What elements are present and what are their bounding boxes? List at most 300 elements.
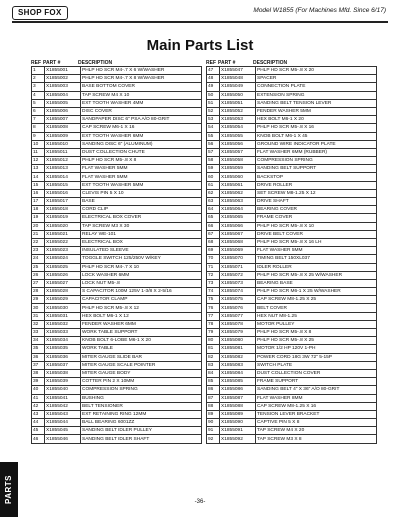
table-row <box>207 132 377 140</box>
description-cell: DRIVE SHAFT <box>256 198 377 206</box>
description-cell: PHLP HD SCR M4-.7 X 10 <box>81 263 202 271</box>
description-cell: BELT COVER <box>256 304 377 312</box>
column-header <box>31 58 202 66</box>
part-number-cell: X1855092 <box>220 435 256 443</box>
ref-cell: 54 <box>207 124 220 132</box>
table-row <box>207 214 377 222</box>
table-row <box>32 427 202 435</box>
table-row <box>207 271 377 279</box>
table-row <box>207 148 377 156</box>
column-header <box>206 58 377 66</box>
part-number-cell: X1855006 <box>45 107 81 115</box>
ref-cell: 27 <box>32 279 45 287</box>
description-cell: SANDPAPER DISC 6" PSA A/O 80-GRIT <box>81 116 202 124</box>
ref-cell: 53 <box>207 116 220 124</box>
table-row <box>207 361 377 369</box>
ref-cell: 25 <box>32 263 45 271</box>
ref-cell: 11 <box>32 148 45 156</box>
ref-cell: 43 <box>32 410 45 418</box>
table-row <box>207 386 377 394</box>
description-cell: PHLP HD SCR M5-.8 X 25 <box>256 337 377 345</box>
part-number-cell: X1855024 <box>45 255 81 263</box>
part-number-cell: X1855056 <box>220 140 256 148</box>
part-number-cell: X1855043 <box>45 410 81 418</box>
ref-cell: 63 <box>207 198 220 206</box>
description-cell: PHLP HD SCR M5-.8 X 8 <box>81 157 202 165</box>
ref-cell: 23 <box>32 247 45 255</box>
ref-cell: 66 <box>207 222 220 230</box>
ref-cell: 39 <box>32 378 45 386</box>
table-row <box>207 230 377 238</box>
part-number-cell: X1855010 <box>45 140 81 148</box>
table-row <box>207 91 377 99</box>
ref-cell: 61 <box>207 181 220 189</box>
table-row <box>32 386 202 394</box>
part-number-cell: X1855036 <box>45 353 81 361</box>
description-cell: SANDING BELT IDLER SHAFT <box>81 435 202 443</box>
description-cell: EXTENSION SPRING <box>256 91 377 99</box>
table-row <box>207 345 377 353</box>
part-number-cell: X1855074 <box>220 288 256 296</box>
ref-cell: 52 <box>207 107 220 115</box>
table-row <box>32 140 202 148</box>
description-cell: MITER GAUGE BODY <box>81 369 202 377</box>
description-cell: PHLP HD SCR M5-.8 X 8 <box>256 329 377 337</box>
part-number-cell: X1855090 <box>220 419 256 427</box>
description-cell: FRAME COVER <box>256 214 377 222</box>
description-cell: INSULATED SLEEVE <box>81 247 202 255</box>
table-row <box>207 419 377 427</box>
table-row <box>207 83 377 91</box>
description-cell: CAP SCREW M8-1.25 X 16 <box>256 402 377 410</box>
table-row <box>207 410 377 418</box>
ref-cell: 55 <box>207 132 220 140</box>
description-cell: ELECTRICAL BOX COVER <box>81 214 202 222</box>
ref-cell: 28 <box>32 288 45 296</box>
description-cell: BALL BEARING 6001ZZ <box>81 419 202 427</box>
ref-cell: 2 <box>32 75 45 83</box>
description-cell: EXT RETAINING RING 12MM <box>81 410 202 418</box>
part-number-cell: X1855033 <box>45 329 81 337</box>
description-cell: PHLP HD SCR M4-.7 X 6 W/WASHER <box>81 67 202 75</box>
table-row <box>207 369 377 377</box>
ref-cell: 51 <box>207 99 220 107</box>
ref-cell: 68 <box>207 238 220 246</box>
part-number-cell: X1855003 <box>45 83 81 91</box>
table-row <box>32 173 202 181</box>
description-cell: SANDING DISC 6" (ALUMINUM) <box>81 140 202 148</box>
description-cell: TIMING BELT 150XL037 <box>256 255 377 263</box>
part-number-cell: X1855022 <box>45 238 81 246</box>
part-number-cell: X1855047 <box>220 67 256 75</box>
table-row <box>207 255 377 263</box>
part-number-cell: X1855007 <box>45 116 81 124</box>
table-row <box>207 329 377 337</box>
table-row <box>207 394 377 402</box>
description-cell: HEX BOLT M6-1 X 20 <box>256 116 377 124</box>
description-cell: TOGGLE SWITCH 125/250V W/KEY <box>81 255 202 263</box>
description-cell: MOTOR 1/2 HP 120V 1-PH <box>256 345 377 353</box>
table-row <box>32 116 202 124</box>
table-row <box>207 165 377 173</box>
table-row <box>207 427 377 435</box>
ref-cell: 37 <box>32 361 45 369</box>
table-row <box>207 435 377 443</box>
ref-cell: 19 <box>32 214 45 222</box>
table-row <box>207 99 377 107</box>
description-header: DESCRIPTION <box>253 60 288 66</box>
part-number-cell: X1855076 <box>220 304 256 312</box>
part-number-cell: X1855048 <box>220 75 256 83</box>
ref-cell: 73 <box>207 279 220 287</box>
header-divider <box>12 21 388 23</box>
table-row <box>32 222 202 230</box>
part-number-cell: X1855067 <box>220 230 256 238</box>
part-number-cell: X1855015 <box>45 181 81 189</box>
part-number-cell: X1855020 <box>45 222 81 230</box>
table-row <box>207 140 377 148</box>
part-number-cell: X1855063 <box>220 198 256 206</box>
ref-cell: 41 <box>32 394 45 402</box>
table-row <box>32 337 202 345</box>
table-row <box>32 402 202 410</box>
part-number-cell: X1855016 <box>45 189 81 197</box>
ref-cell: 90 <box>207 419 220 427</box>
description-cell: DISC COVER <box>81 107 202 115</box>
ref-cell: 81 <box>207 345 220 353</box>
table-row <box>32 369 202 377</box>
table-row <box>207 173 377 181</box>
ref-cell: 5 <box>32 99 45 107</box>
description-cell: BEARING BASE <box>256 279 377 287</box>
description-cell: TAP SCREW M4 X 20 <box>256 427 377 435</box>
table-row <box>207 378 377 386</box>
part-number-cell: X1855080 <box>220 337 256 345</box>
shop-fox-logo: SHOP FOX <box>12 6 68 20</box>
table-row <box>32 67 202 75</box>
ref-cell: 42 <box>32 402 45 410</box>
part-number-cell: X1855070 <box>220 255 256 263</box>
part-number-cell: X1855052 <box>220 107 256 115</box>
ref-cell: 59 <box>207 165 220 173</box>
ref-cell: 84 <box>207 369 220 377</box>
description-cell: CAPACITOR CLAMP <box>81 296 202 304</box>
ref-cell: 57 <box>207 148 220 156</box>
part-number-cell: X1855060 <box>220 173 256 181</box>
table-row <box>207 206 377 214</box>
part-number-cell: X1855075 <box>220 296 256 304</box>
description-cell: MITER GAUGE SCALE POINTER <box>81 361 202 369</box>
ref-cell: 29 <box>32 296 45 304</box>
ref-cell: 82 <box>207 353 220 361</box>
ref-cell: 47 <box>207 67 220 75</box>
part-number-cell: X1855062 <box>220 189 256 197</box>
ref-cell: 36 <box>32 353 45 361</box>
description-cell: SANDING BELT IDLER PULLEY <box>81 427 202 435</box>
part-number-cell: X1855031 <box>45 312 81 320</box>
table-row <box>32 238 202 246</box>
description-cell: COTTER PIN 2 X 10MM <box>81 378 202 386</box>
description-cell: BELT TENSIONER <box>81 402 202 410</box>
part-number-cell: X1855013 <box>45 165 81 173</box>
table-row <box>32 419 202 427</box>
ref-cell: 21 <box>32 230 45 238</box>
description-cell: PHLP HD SCR M6-1 X 25 W/WASHER <box>256 288 377 296</box>
ref-cell: 69 <box>207 247 220 255</box>
description-cell: COMPRESSION SPRING <box>81 386 202 394</box>
ref-cell: 38 <box>32 369 45 377</box>
description-cell: EXT TOOTH WASHER 5MM <box>81 181 202 189</box>
part-number-cell: X1855034 <box>45 337 81 345</box>
ref-cell: 83 <box>207 361 220 369</box>
table-row <box>207 124 377 132</box>
ref-cell: 89 <box>207 410 220 418</box>
ref-cell: 91 <box>207 427 220 435</box>
description-cell: DRIVE BELT COVER <box>256 230 377 238</box>
part-number-cell: X1855011 <box>45 148 81 156</box>
ref-cell: 71 <box>207 263 220 271</box>
description-cell: TAP SCREW M3 X 30 <box>81 222 202 230</box>
description-cell: CONNECTION PLATE <box>256 83 377 91</box>
description-cell: FLAT WASHER 6MM (RUBBER) <box>256 148 377 156</box>
table-row <box>207 189 377 197</box>
part-number-cell: X1855023 <box>45 247 81 255</box>
table-row <box>207 107 377 115</box>
description-cell: CAPTIVE PIN 5 X 8 <box>256 419 377 427</box>
table-row <box>32 361 202 369</box>
table-row <box>32 198 202 206</box>
model-info: Model W1855 (For Machines Mfd. Since 6/17) <box>253 7 386 14</box>
part-number-cell: X1855086 <box>220 386 256 394</box>
description-cell: SANDING BELT SUPPORT <box>256 165 377 173</box>
table-row <box>32 132 202 140</box>
ref-cell: 77 <box>207 312 220 320</box>
ref-cell: 12 <box>32 157 45 165</box>
table-row <box>207 75 377 83</box>
part-number-cell: X1855064 <box>220 206 256 214</box>
ref-cell: 18 <box>32 206 45 214</box>
part-number-cell: X1855002 <box>45 75 81 83</box>
table-row <box>32 91 202 99</box>
ref-cell: 86 <box>207 386 220 394</box>
ref-cell: 72 <box>207 271 220 279</box>
table-row <box>32 312 202 320</box>
ref-cell: 20 <box>32 222 45 230</box>
description-cell: GROUND WIRE INDICATOR PLATE <box>256 140 377 148</box>
description-cell: PHLP HD SCR M5-.8 X 10 <box>256 222 377 230</box>
part-number-cell: X1855055 <box>220 132 256 140</box>
table-row <box>207 312 377 320</box>
description-cell: FLAT WASHER 8MM <box>256 394 377 402</box>
description-header: DESCRIPTION <box>78 60 113 66</box>
ref-cell: 67 <box>207 230 220 238</box>
table-row <box>32 255 202 263</box>
ref-cell: 87 <box>207 394 220 402</box>
table-row <box>32 247 202 255</box>
part-number-cell: X1855045 <box>45 427 81 435</box>
table-row <box>207 247 377 255</box>
part-number-cell: X1855030 <box>45 304 81 312</box>
ref-cell: 70 <box>207 255 220 263</box>
part-number-cell: X1855018 <box>45 206 81 214</box>
part-number-cell: X1855041 <box>45 394 81 402</box>
part-number-cell: X1855029 <box>45 296 81 304</box>
description-cell: PHLP HD SCR M5-.8 X 16 <box>256 124 377 132</box>
description-cell: FLAT WASHER 5MM <box>256 247 377 255</box>
ref-cell: 92 <box>207 435 220 443</box>
description-cell: SANDING BELT TENSION LEVER <box>256 99 377 107</box>
description-cell: BASE <box>81 198 202 206</box>
ref-cell: 34 <box>32 337 45 345</box>
ref-cell: 35 <box>32 345 45 353</box>
table-row <box>207 157 377 165</box>
table-row <box>32 329 202 337</box>
part-number-cell: X1855039 <box>45 378 81 386</box>
part-number-cell: X1855068 <box>220 238 256 246</box>
part-number-cell: X1855049 <box>220 83 256 91</box>
part-number-cell: X1855040 <box>45 386 81 394</box>
parts-table-right <box>206 66 377 444</box>
table-row <box>32 353 202 361</box>
table-row <box>32 296 202 304</box>
ref-cell: 40 <box>32 386 45 394</box>
table-row <box>32 345 202 353</box>
description-cell: FENDER WASHER 6MM <box>81 320 202 328</box>
ref-cell: 58 <box>207 157 220 165</box>
description-cell: BASE BOTTOM COVER <box>81 83 202 91</box>
description-cell: TAP SCREW M4 X 10 <box>81 91 202 99</box>
description-cell: FLAT WASHER 5MM <box>81 173 202 181</box>
table-row <box>207 222 377 230</box>
table-row <box>32 124 202 132</box>
ref-cell: 88 <box>207 402 220 410</box>
part-number-cell: X1855054 <box>220 124 256 132</box>
part-number-cell: X1855001 <box>45 67 81 75</box>
part-number-cell: X1855027 <box>45 279 81 287</box>
part-number-cell: X1855085 <box>220 378 256 386</box>
description-cell: CORD CLIP <box>81 206 202 214</box>
ref-cell: 80 <box>207 337 220 345</box>
part-number-cell: X1855057 <box>220 148 256 156</box>
part-number-cell: X1855078 <box>220 320 256 328</box>
part-number-cell: X1855042 <box>45 402 81 410</box>
description-cell: TENSION LEVER BRACKET <box>256 410 377 418</box>
parts-column-right <box>206 58 377 444</box>
description-cell: RELAY WE-101 <box>81 230 202 238</box>
part-number-cell: X1855053 <box>220 116 256 124</box>
ref-cell: 22 <box>32 238 45 246</box>
table-row <box>32 214 202 222</box>
description-cell: DUST COLLECTION COVER <box>256 369 377 377</box>
description-cell: HEX NUT M8-1.25 <box>256 312 377 320</box>
part-number-cell: X1855026 <box>45 271 81 279</box>
part-number-cell: X1855051 <box>220 99 256 107</box>
ref-cell: 76 <box>207 304 220 312</box>
part-number-cell: X1855081 <box>220 345 256 353</box>
ref-cell: 75 <box>207 296 220 304</box>
description-cell: TAP SCREW M3 X 8 <box>256 435 377 443</box>
description-cell: S CAPACITOR 100M 125V 1-3/8 X 2-5/16 <box>81 288 202 296</box>
ref-cell: 79 <box>207 329 220 337</box>
part-number-cell: X1855069 <box>220 247 256 255</box>
table-row <box>207 116 377 124</box>
part-number-cell: X1855009 <box>45 132 81 140</box>
table-row <box>32 206 202 214</box>
table-row <box>32 263 202 271</box>
ref-cell: 85 <box>207 378 220 386</box>
part-number-cell: X1855038 <box>45 369 81 377</box>
description-cell: BACKSTOP <box>256 173 377 181</box>
ref-header: REF <box>31 60 41 66</box>
ref-cell: 16 <box>32 189 45 197</box>
description-cell: SPACER <box>256 75 377 83</box>
part-number-cell: X1855012 <box>45 157 81 165</box>
ref-cell: 17 <box>32 198 45 206</box>
part-number-cell: X1855059 <box>220 165 256 173</box>
description-cell: LOCK WASHER 6MM <box>81 271 202 279</box>
table-row <box>32 148 202 156</box>
table-row <box>32 107 202 115</box>
table-row <box>32 165 202 173</box>
part-number-cell: X1855021 <box>45 230 81 238</box>
description-cell: SET SCREW M8-1.25 X 12 <box>256 189 377 197</box>
description-cell: FRAME SUPPORT <box>256 378 377 386</box>
part-number-cell: X1855004 <box>45 91 81 99</box>
part-number-cell: X1855066 <box>220 222 256 230</box>
part-number-cell: X1855032 <box>45 320 81 328</box>
page-number: -36- <box>194 499 206 505</box>
ref-cell: 32 <box>32 320 45 328</box>
description-cell: COMPRESSION SPRING <box>256 157 377 165</box>
part-number-cell: X1855044 <box>45 419 81 427</box>
ref-cell: 1 <box>32 67 45 75</box>
part-number-cell: X1855014 <box>45 173 81 181</box>
part-number-cell: X1855065 <box>220 214 256 222</box>
description-cell: PHLP HD SCR M5-.8 X 25 W/WASHER <box>256 271 377 279</box>
ref-cell: 60 <box>207 173 220 181</box>
description-cell: PHLP HD SCR M5-.8 X 20 <box>256 67 377 75</box>
table-row <box>207 263 377 271</box>
ref-cell: 62 <box>207 189 220 197</box>
ref-cell: 46 <box>32 435 45 443</box>
part-number-cell: X1855072 <box>220 271 256 279</box>
part-number-cell: X1855088 <box>220 402 256 410</box>
description-cell: POWER CORD 18G 3W 72" 5-15P <box>256 353 377 361</box>
description-cell: LOCK NUT M5-.8 <box>81 279 202 287</box>
table-row <box>32 75 202 83</box>
table-row <box>32 99 202 107</box>
ref-cell: 78 <box>207 320 220 328</box>
part-number-cell: X1855087 <box>220 394 256 402</box>
description-cell: CAP SCREW M8-1.25 X 25 <box>256 296 377 304</box>
table-row <box>207 337 377 345</box>
ref-cell: 14 <box>32 173 45 181</box>
part-number-cell: X1855091 <box>220 427 256 435</box>
description-cell: FENDER WASHER 5MM <box>256 107 377 115</box>
part-number-cell: X1855025 <box>45 263 81 271</box>
ref-cell: 44 <box>32 419 45 427</box>
ref-cell: 26 <box>32 271 45 279</box>
table-row <box>32 435 202 443</box>
ref-cell: 31 <box>32 312 45 320</box>
description-cell: BEARING COVER <box>256 206 377 214</box>
part-number-cell: X1855089 <box>220 410 256 418</box>
description-cell: KNOB BOLT 6-LOBE M6-1 X 20 <box>81 337 202 345</box>
part-number-cell: X1855073 <box>220 279 256 287</box>
table-row <box>207 238 377 246</box>
description-cell: WORK TABLE <box>81 345 202 353</box>
table-row <box>207 304 377 312</box>
